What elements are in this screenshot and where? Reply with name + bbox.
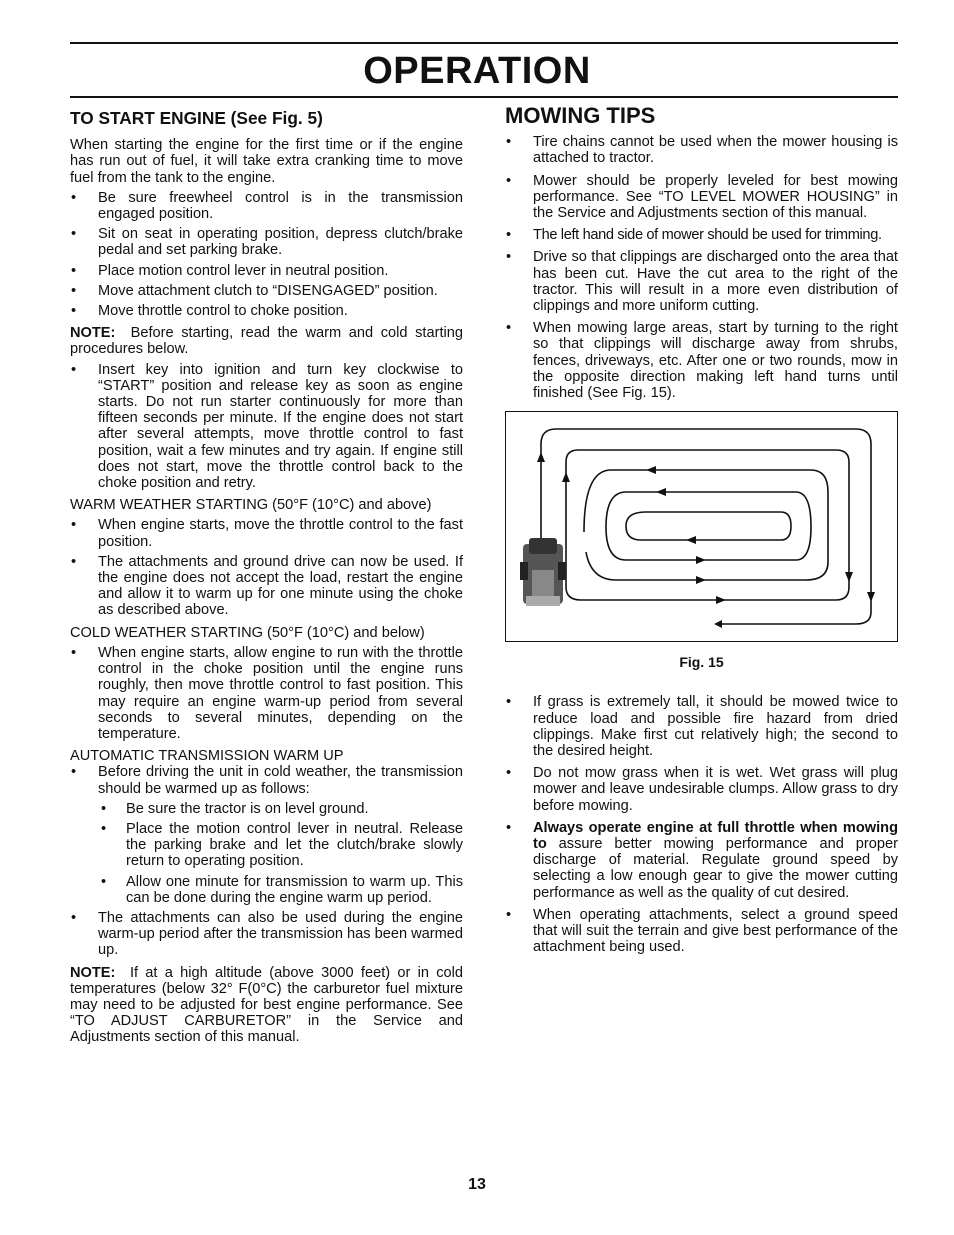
list-item (505, 820, 898, 901)
warm-steps-list (70, 517, 463, 618)
mowing-tips-heading: MOWING TIPS (505, 103, 656, 128)
list-item: • The left hand side of mower should be used for trimming. (505, 227, 898, 243)
list-item: • The attachments and ground drive can now be used. If the engine does not accept the load, restart the engine and allow it to warm up for one minute using the choke as described above. (70, 554, 463, 619)
list-item: • Place motion control lever in neutral position. (70, 263, 463, 279)
start-steps-list (70, 190, 463, 319)
list-item: • When engine starts, allow engine to run with the throttle control in the choke position until the engine runs roughly, then move throttle control to fast position. This may require an engine warm-up period from several seconds to several minutes, depending on the temperature. (70, 645, 463, 742)
list-item: • Before driving the unit in cold weather, the transmission should be warmed up as follows: (70, 764, 463, 796)
list-item: • Be sure freewheel control is in the transmission engaged position. (70, 190, 463, 222)
second-path (566, 450, 849, 600)
note-altitude (70, 965, 463, 1046)
auto-final-list (70, 910, 463, 959)
right-column (505, 103, 898, 962)
note-text: If at a high altitude (above 3000 feet) or in cold temperatures (below 32° F(0°C) the carburetor fuel mixture may need to be adjusted for best engine performance. See “TO ADJUST CARBURETOR” in the Service and Adjustments section of this manual. (70, 964, 463, 1046)
cold-steps-list (70, 645, 463, 742)
list-item: • When engine starts, move the throttle control to the fast position. (70, 517, 463, 549)
list-item: • Be sure the tractor is on level ground. (70, 801, 463, 817)
throttle-bold-text: Always operate engine at full throttle when mowing to (533, 819, 898, 853)
title-underline (70, 96, 898, 98)
inner-path (606, 492, 811, 560)
outer-path (541, 429, 871, 624)
key-step-list (70, 362, 463, 492)
figure-caption: Fig. 15 (679, 654, 724, 671)
note-label: NOTE: (70, 964, 116, 981)
list-item: • The attachments can also be used during the engine warm-up period after the transmission has been warmed up. (70, 910, 463, 959)
page-number: 13 (468, 1176, 486, 1193)
mowing-pattern-diagram (506, 412, 897, 641)
cold-weather-heading: COLD WEATHER STARTING (50°F (10°C) and below) (70, 624, 425, 641)
start-intro: When starting the engine for the first time or if the engine has run out of fuel, it will take extra cranking time to move fuel from the tank to the engine. (70, 137, 463, 186)
tractor-illustration (520, 538, 566, 606)
list-item: • When operating attachments, select a ground speed that will suit the terrain and give best performance of the attachment being used. (505, 907, 898, 956)
throttle-text: assure better mowing performance and proper discharge of material. Regulate ground speed by selecting a low enough gear to give the mower cutting performance as well as the quality of cut desired. (533, 836, 898, 901)
auto-steps-list (70, 764, 463, 796)
mowing-tips-list-top (505, 134, 898, 401)
left-column (70, 106, 463, 1050)
list-item: • Place the motion control lever in neutral. Release the parking brake and let the clutch/brake slowly return to operating position. (70, 821, 463, 870)
page-title: OPERATION (363, 50, 591, 92)
list-item: • If grass is extremely tall, it should be mowed twice to reduce load and possible fire hazard from dried clippings. Make first cut relatively high; the second to the desired height. (505, 694, 898, 759)
direction-arrows (537, 452, 875, 604)
list-item: • Sit on seat in operating position, depress clutch/brake pedal and set parking brake. (70, 226, 463, 258)
auto-substeps-list (70, 801, 463, 906)
mowing-pattern-figure (505, 411, 898, 642)
list-item: • Allow one minute for transmission to warm up. This can be done during the engine warm up period. (70, 874, 463, 906)
mowing-tips-list-bottom (505, 694, 898, 955)
list-item: • When mowing large areas, start by turning to the right so that clippings will discharge away from shrubs, fences, driveways, etc. After one or two rounds, mow in the opposite direction making left hand turns until finished (See Fig. 15). (505, 320, 898, 401)
list-item: • Move throttle control to choke position. (70, 303, 463, 319)
list-item: • Mower should be properly leveled for best mowing performance. See “TO LEVEL MOWER HOUSING” in the Service and Adjustments section of this manual. (505, 173, 898, 222)
note-text: Before starting, read the warm and cold starting procedures below. (70, 325, 463, 358)
note-label: NOTE: (70, 325, 116, 342)
list-item: • Insert key into ignition and turn key clockwise to “START” position and release key as soon as engine starts. Do not run starter continuously for more than fifteen seconds per minute. If the engine does not start after several attempts, move throttle control to fast position, wait a few minutes and try again. If engine still does not start, move the throttle control back to the choke position and retry. (70, 362, 463, 492)
center-path (626, 512, 791, 540)
list-item: • Move attachment clutch to “DISENGAGED” position. (70, 283, 463, 299)
list-item: • Do not mow grass when it is wet. Wet grass will plug mower and leave undesirable clumps. Allow grass to dry before mowing. (505, 765, 898, 814)
warm-weather-heading: WARM WEATHER STARTING (50°F (10°C) and above) (70, 497, 432, 514)
list-item: • Tire chains cannot be used when the mower housing is attached to tractor. (505, 134, 898, 166)
start-engine-heading: TO START ENGINE (See Fig. 5) (70, 108, 323, 128)
list-item: • Drive so that clippings are discharged onto the area that has been cut. Have the cut area to the right of the tractor. This will result in a more even distribution of clippings and more uniform cutting. (505, 249, 898, 314)
top-rule (70, 42, 898, 44)
note-before-starting (70, 325, 463, 357)
auto-transmission-heading: AUTOMATIC TRANSMISSION WARM UP (70, 748, 344, 765)
